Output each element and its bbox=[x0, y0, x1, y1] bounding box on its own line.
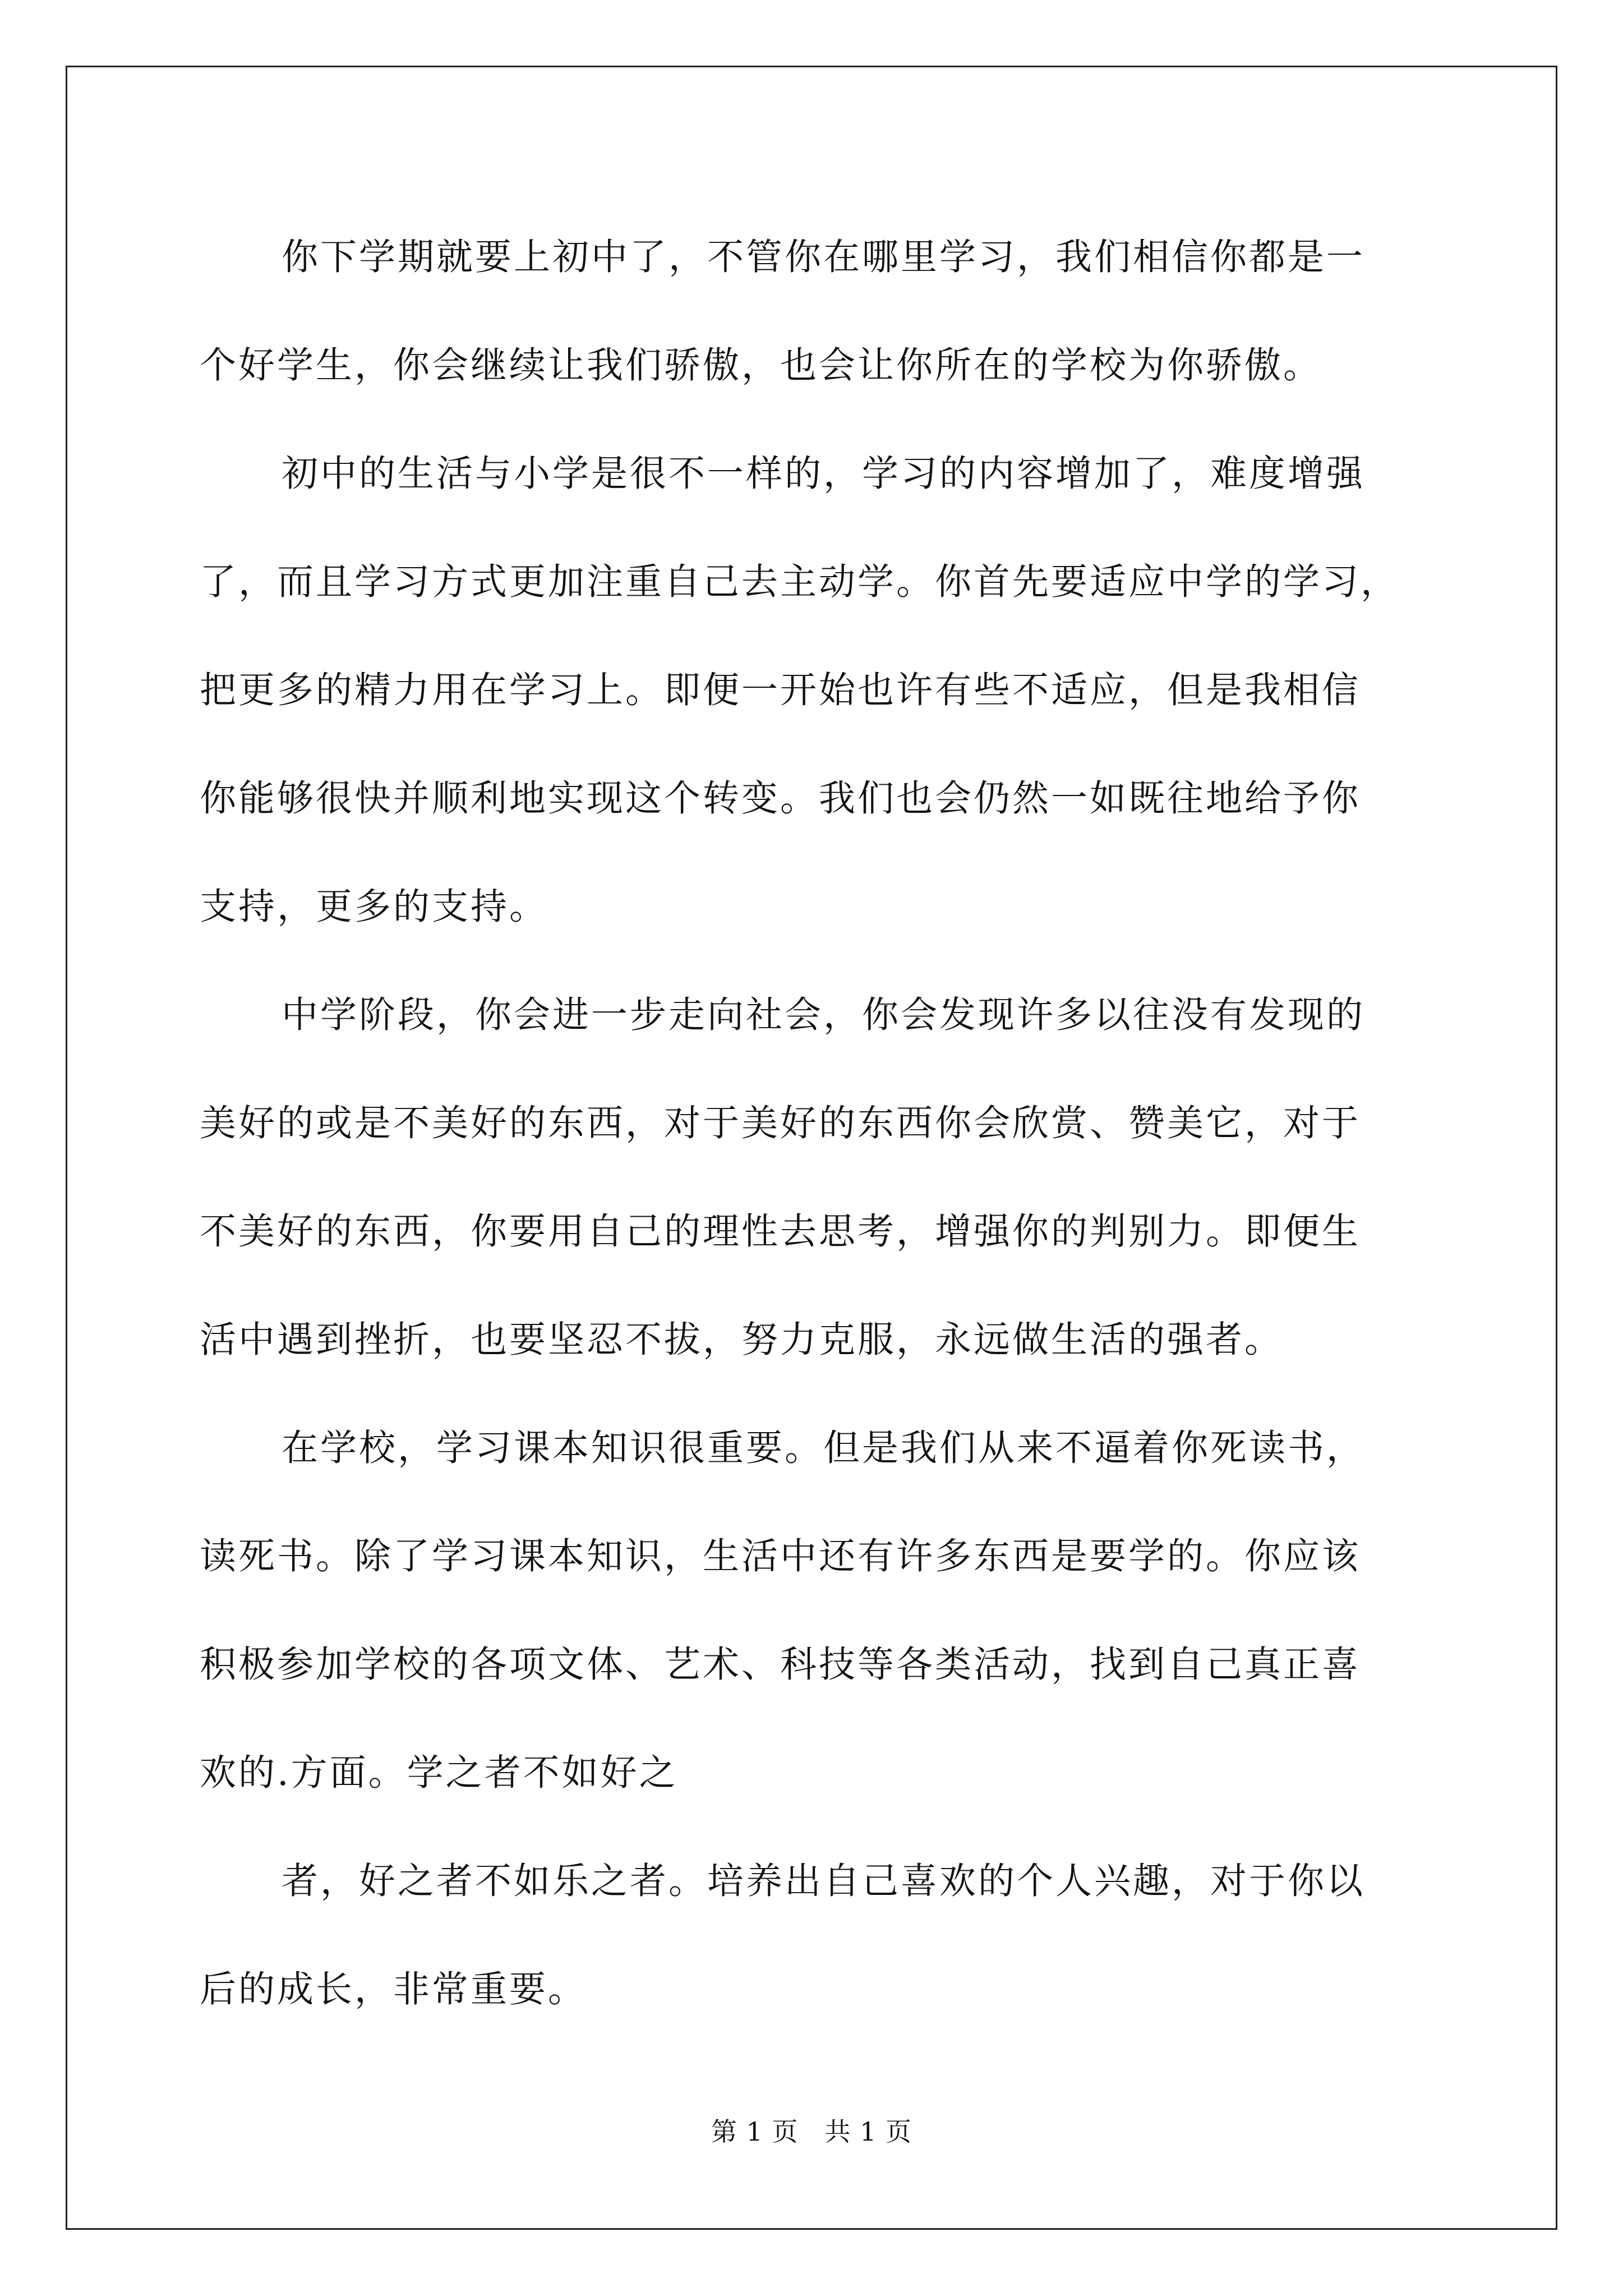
text-line: 你能够很快并顺利地实现这个转变。我们也会仍然一如既往地给予你 bbox=[200, 777, 1361, 820]
text-line: 个好学生，你会继续让我们骄傲，也会让你所在的学校为你骄傲。 bbox=[200, 344, 1322, 386]
text-line: 把更多的精力用在学习上。即便一开始也许有些不适应，但是我相信 bbox=[200, 669, 1361, 711]
document-body bbox=[200, 203, 1423, 2044]
text-line: 初中的生活与小学是很不一样的，学习的内容增加了，难度增强 bbox=[282, 453, 1366, 495]
text-line: 美好的或是不美好的东西，对于美好的东西你会欣赏、赞美它，对于 bbox=[200, 1102, 1361, 1144]
text-line: 了，而且学习方式更加注重自己去主动学。你首先要适应中学的学习， bbox=[200, 561, 1400, 603]
text-line: 你下学期就要上初中了，不管你在哪里学习，我们相信你都是一 bbox=[282, 236, 1366, 278]
page-number-footer: 第 1 页 共 1 页 bbox=[711, 2116, 912, 2147]
text-line: 积极参加学校的各项文体、艺术、科技等各类活动，找到自己真正喜 bbox=[200, 1644, 1361, 1686]
text-line: 欢的.方面。学之者不如好之 bbox=[200, 1752, 678, 1794]
text-line: 中学阶段，你会进一步走向社会，你会发现许多以往没有发现的 bbox=[282, 994, 1366, 1036]
text-line: 在学校，学习课本知识很重要。但是我们从来不逼着你死读书， bbox=[282, 1427, 1366, 1469]
text-line: 活中遇到挫折，也要坚忍不拔，努力克服，永远做生活的强者。 bbox=[200, 1319, 1284, 1361]
text-line: 支持，更多的支持。 bbox=[200, 886, 548, 928]
text-line: 后的成长，非常重要。 bbox=[200, 1968, 587, 2010]
text-line: 不美好的东西，你要用自己的理性去思考，增强你的判别力。即便生 bbox=[200, 1211, 1361, 1253]
text-line: 者，好之者不如乐之者。培养出自己喜欢的个人兴趣，对于你以 bbox=[282, 1860, 1366, 1902]
text-line: 读死书。除了学习课本知识，生活中还有许多东西是要学的。你应该 bbox=[200, 1535, 1361, 1577]
